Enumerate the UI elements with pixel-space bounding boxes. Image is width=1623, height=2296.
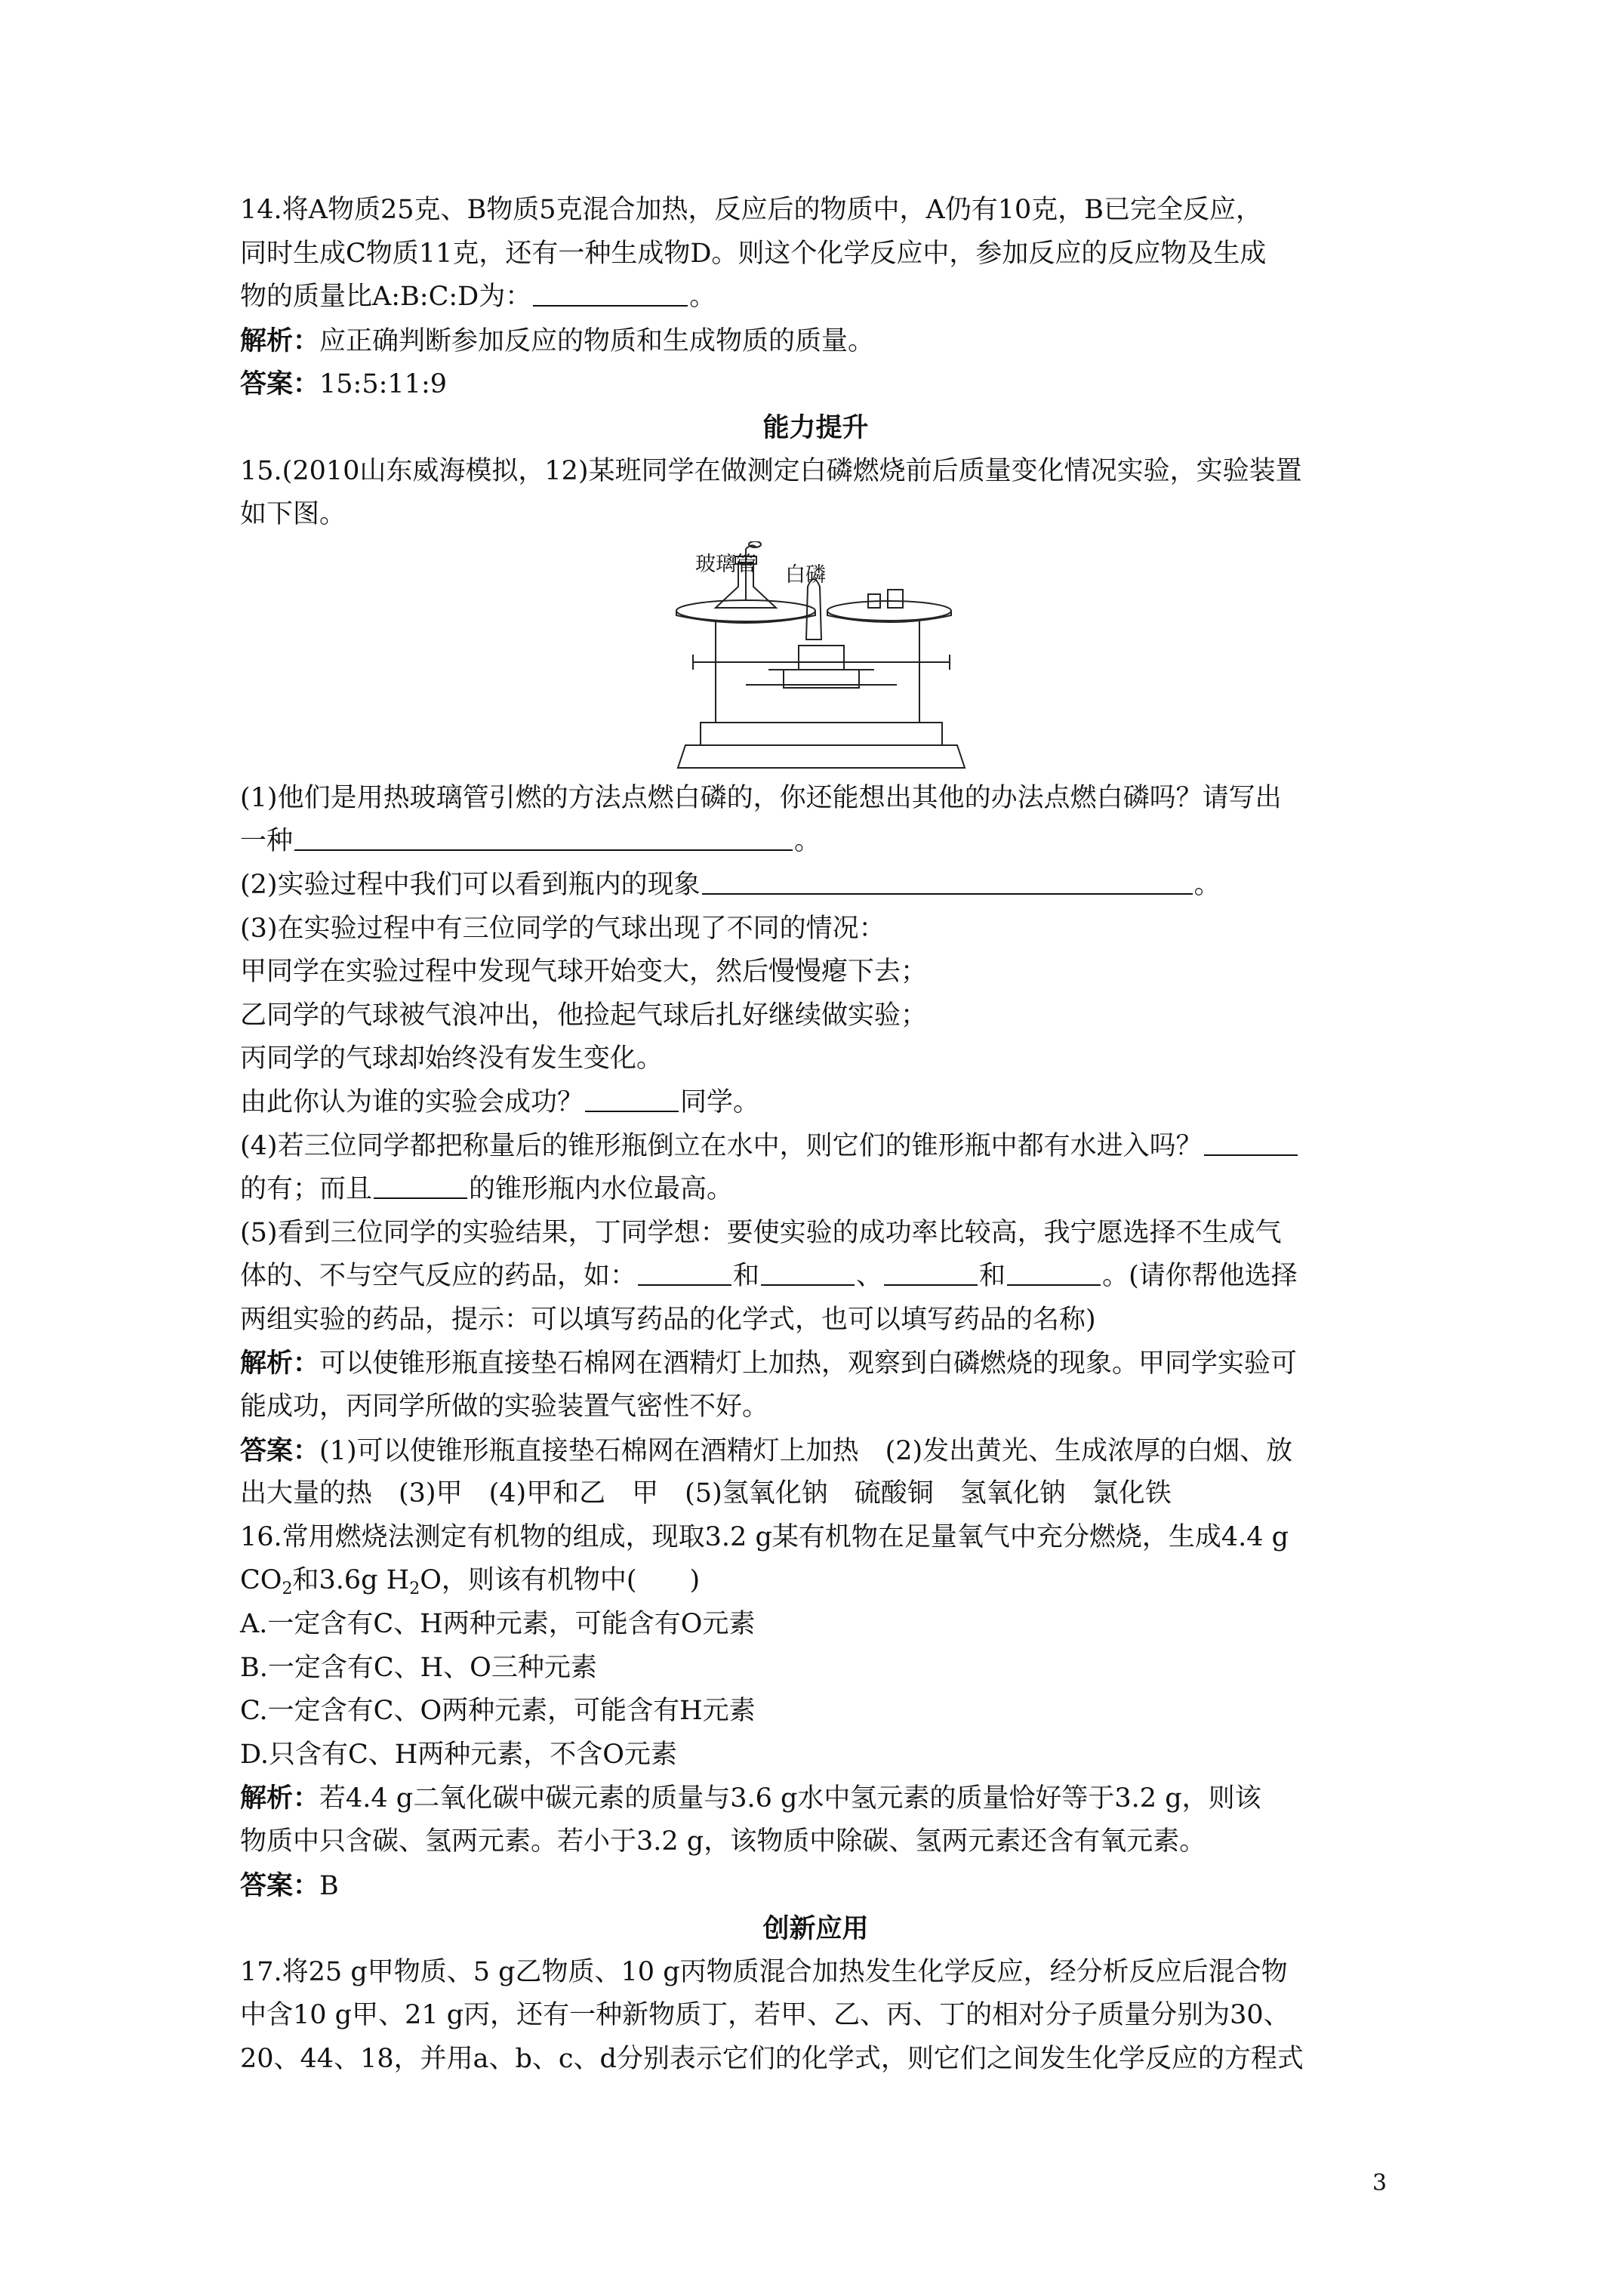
q16-line-1: 16.常用燃烧法测定有机物的组成，现取3.2 g某有机物在足量氧气中充分燃烧，生成4.4 g [240,1521,1289,1552]
q15-part-4-text-2: 的有；而且 [240,1174,373,1205]
q16-analysis-text-1: 若4.4 g二氧化碳中碳元素的质量与3.6 g水中氢元素的质量恰好等于3.2 g，则该 [319,1783,1261,1814]
q15-part-5-blank-2[interactable] [761,1262,855,1286]
figure-label-glass-tube: 玻璃管 [695,552,756,576]
q15-part-4-text: (4)若三位同学都把称量后的锥形瓶倒立在水中，则它们的锥形瓶中都有水进入吗？ [240,1130,1203,1161]
q15-analysis-line-2: 能成功，丙同学所做的实验装置气密性不好。 [240,1391,769,1422]
q15-part-5-separator: 、 [856,1261,883,1292]
q17-line-2: 中含10 g甲、21 g丙，还有一种新物质丁，若甲、乙、丙、丁的相对分子质量分别为30、 [240,2000,1290,2031]
q16-co2-subscript: 2 [282,1579,293,1599]
q15-analysis-line-1 [240,1342,1391,1385]
balance-apparatus-figure [240,541,1391,771]
q15-part-5-and-1: 和 [733,1261,760,1292]
q15-part-5-end: 。(请你帮他选择 [1102,1261,1298,1292]
q15-analysis-text-1: 可以使锥形瓶直接垫石棉网在酒精灯上加热，观察到白磷燃烧的现象。甲同学实验可 [319,1348,1298,1379]
q14-analysis-label: 解析： [240,325,320,356]
q15-part-1-text: 一种 [240,826,294,857]
q14-line-1: 14.将A物质25克、B物质5克混合加热，反应后的物质中，A仍有10克，B已完全反应， [240,195,1262,225]
q15-part-3-student-c: 丙同学的气球却始终没有发生变化。 [240,1043,664,1074]
q16-h2o-subscript: 2 [409,1579,420,1599]
q15-answer-line-1 [240,1429,1391,1473]
q15-part-5-and-2: 和 [979,1261,1006,1292]
q15-line-2: 如下图。 [240,499,346,530]
section-heading-ability: 能力提升 [762,411,869,443]
q15-part-4-text-3: 的锥形瓶内水位最高。 [469,1174,734,1205]
q15-part-5-blank-3[interactable] [884,1262,978,1286]
q15-part-1-line-1: (1)他们是用热玻璃管引燃的方法点燃白磷的，你还能想出其他的办法点燃白磷吗？请写出 [240,782,1282,813]
q15-answer-line-2: 出大量的热 (3)甲 (4)甲和乙 甲 (5)氢氧化钠 硫酸铜 氢氧化钠 氯化铁 [240,1478,1172,1509]
q15-part-5-line-2 [240,1255,1391,1299]
q15-part-4-line-2 [240,1168,1391,1212]
q15-part-5-blank-1[interactable] [638,1262,731,1286]
q14-line-3-end: 。 [689,282,716,313]
q16-answer-label: 答案： [240,1869,320,1901]
q15-answer-text-1: (1)可以使锥形瓶直接垫石棉网在酒精灯上加热 (2)发出黄光、生成浓厚的白烟、放 [319,1435,1293,1466]
q15-analysis-label: 解析： [240,1348,320,1379]
q15-part-1-line-2 [240,820,1391,864]
q15-part-4-blank-1[interactable] [1204,1132,1298,1156]
q17-line-3: 20、44、18，并用a、b、c、d分别表示它们的化学式，则它们之间发生化学反应的方程式 [240,2043,1304,2074]
q15-part-4-blank-2[interactable] [374,1175,467,1199]
figure-label-white-phosphorus: 白磷 [785,562,826,587]
q15-part-5-text: 体的、不与空气反应的药品，如： [240,1261,637,1292]
q15-line-1: 15.(2010山东威海模拟，12)某班同学在做测定白磷燃烧前后质量变化情况实验，实验装置 [240,455,1302,486]
q15-part-1-end: 。 [794,826,821,857]
page-number: 3 [1372,2170,1387,2196]
q14-answer [240,362,1391,406]
q16-analysis-label: 解析： [240,1783,320,1814]
q15-part-3-student-a: 甲同学在实验过程中发现气球开始变大，然后慢慢瘪下去； [240,957,928,988]
q15-part-3: (3)在实验过程中有三位同学的气球出现了不同的情况： [240,913,885,944]
q14-answer-blank[interactable] [533,282,688,307]
q15-part-3-question [240,1081,1391,1125]
q15-part-5-line-1: (5)看到三位同学的实验结果，丁同学想：要使实验的成功率比较高，我宁愿选择不生成气 [240,1217,1282,1248]
q15-part-5-line-3: 两组实验的药品，提示：可以填写药品的化学式，也可以填写药品的名称) [240,1304,1096,1335]
q16-option-a[interactable]: A.一定含有C、H两种元素，可能含有O元素 [240,1609,756,1640]
q15-answer-label: 答案： [240,1435,320,1466]
q16-answer-text: B [319,1870,339,1901]
q14-line-3 [240,276,1391,319]
document-body [240,189,1391,2082]
q15-part-1-blank[interactable] [294,827,793,851]
q16-answer [240,1864,1391,1908]
q14-line-2: 同时生成C物质11克，还有一种生成物D。则这个化学反应中，参加反应的反应物及生成 [240,238,1267,269]
q16-h2o-text: 和3.6g H [292,1565,410,1596]
q16-co2-text: CO [240,1565,282,1596]
q16-analysis-line-1 [240,1777,1391,1820]
q15-part-2-blank[interactable] [702,871,1193,895]
q16-option-b[interactable]: B.一定含有C、H、O三种元素 [240,1652,597,1683]
q14-answer-label: 答案： [240,368,320,400]
q15-part-2-text: (2)实验过程中我们可以看到瓶内的现象 [240,869,701,900]
q16-option-d[interactable]: D.只含有C、H两种元素，不含O元素 [240,1739,677,1770]
q15-part-3-student-b: 乙同学的气球被气浪冲出，他捡起气球后扎好继续做实验； [240,1000,928,1031]
q14-analysis [240,319,1391,363]
q15-part-3-blank[interactable] [585,1088,679,1112]
q14-answer-text: 15:5:11:9 [319,369,447,400]
q14-analysis-text: 应正确判断参加反应的物质和生成物质的质量。 [319,325,875,356]
q14-line-3-text: 物的质量比A:B:C:D为： [240,282,532,313]
q15-part-5-blank-4[interactable] [1007,1262,1101,1286]
q16-analysis-line-2: 物质中只含碳、氢两元素。若小于3.2 g，该物质中除碳、氢两元素还含有氧元素。 [240,1826,1206,1857]
q15-part-4-line-1 [240,1125,1391,1169]
q17-line-1: 17.将25 g甲物质、5 g乙物质、10 g丙物质混合加热发生化学反应，经分析反应后混合物 [240,1956,1288,1987]
q16-line-2-end: O，则该有机物中( ) [420,1565,701,1596]
q15-part-2 [240,864,1391,908]
q15-part-3-question-end: 同学。 [680,1086,760,1117]
q15-part-2-end: 。 [1193,869,1221,900]
q16-line-2 [240,1559,1391,1603]
section-heading-innovation: 创新应用 [762,1913,869,1945]
q15-part-3-question-text: 由此你认为谁的实验会成功？ [240,1086,584,1117]
q16-option-c[interactable]: C.一定含有C、O两种元素，可能含有H元素 [240,1696,756,1727]
